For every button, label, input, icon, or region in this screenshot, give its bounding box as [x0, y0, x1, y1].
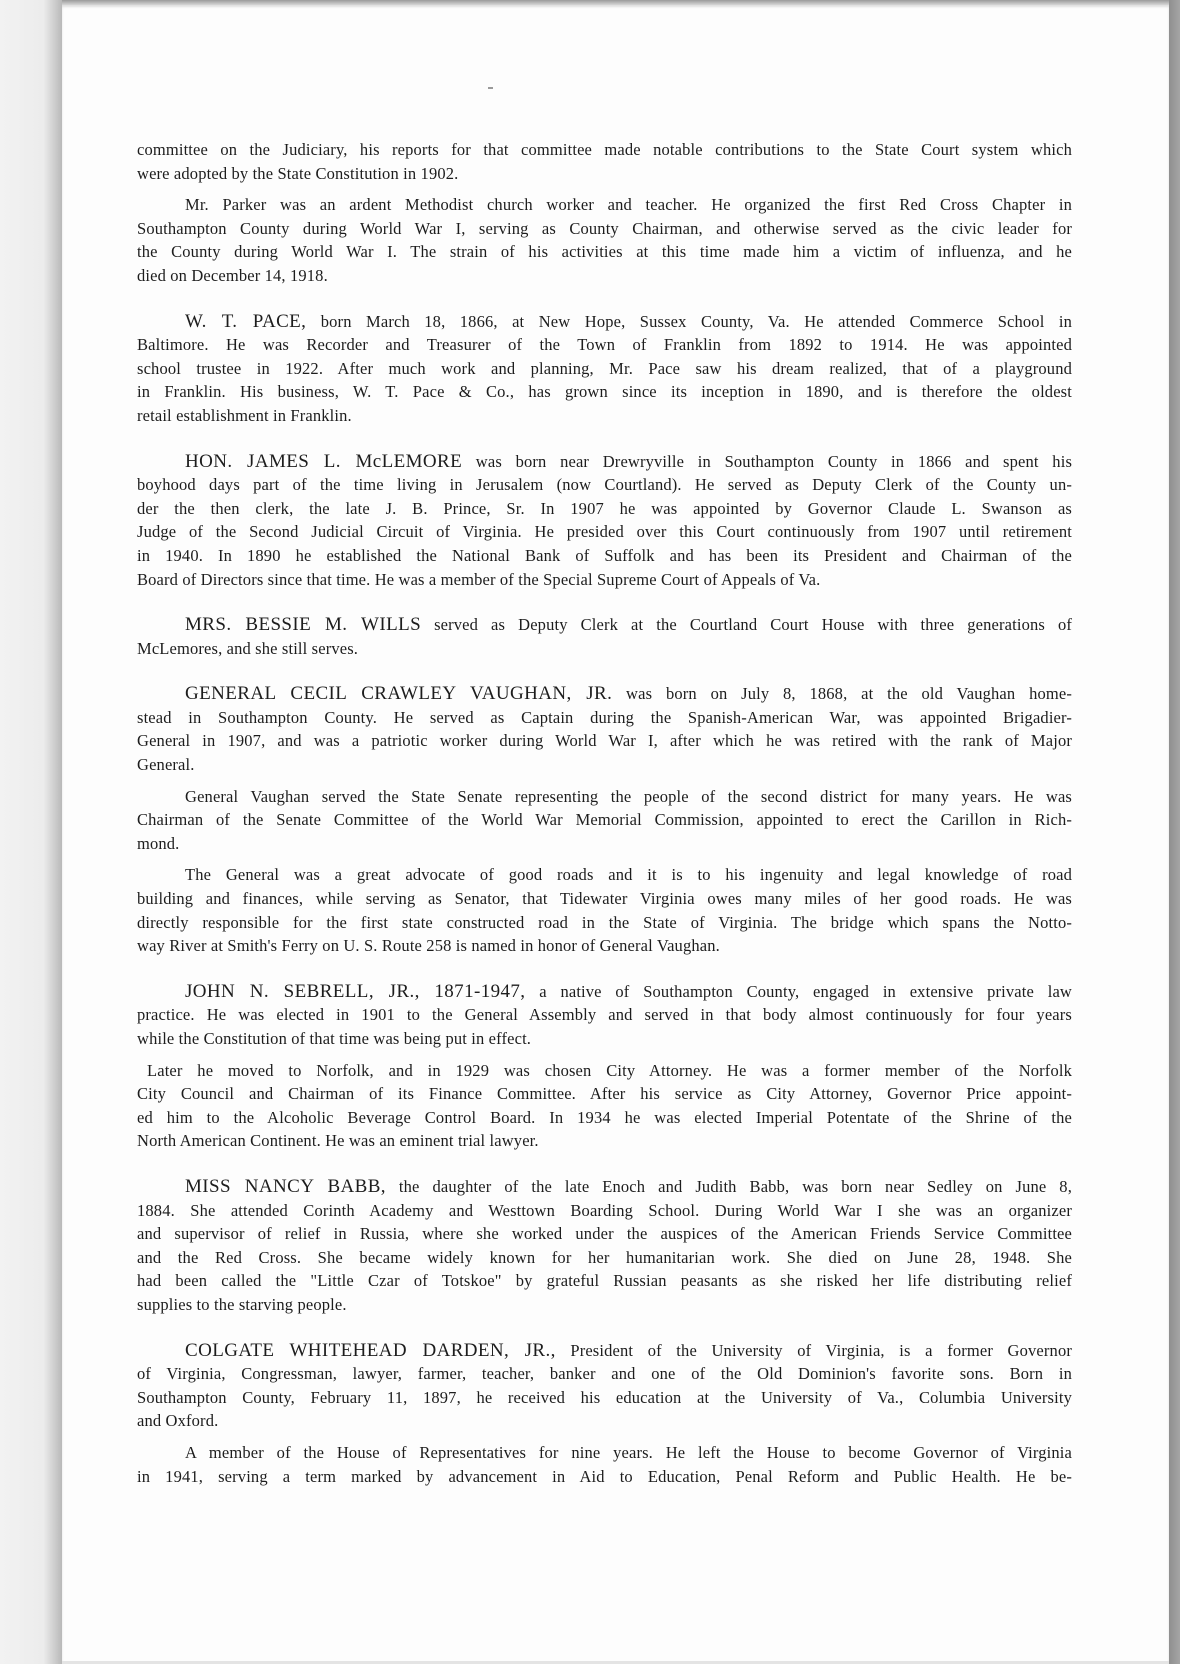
text-line: while the Constitution of that time was being put in effect. — [137, 1029, 532, 1048]
text-line: were adopted by the State Constitution in 1902. — [137, 163, 459, 183]
paragraph-pace — [137, 310, 1072, 428]
text-line — [137, 682, 1072, 706]
person-name: GENERAL CECIL CRAWLEY VAUGHAN, JR. — [185, 683, 613, 705]
text-line: in 1940. In 1890 he established the National Bank of Suffolk and has been its President and Chairman of the — [137, 545, 1072, 565]
text-line: A member of the House of Representatives for nine years. He left the House to become Governor of Virginia — [185, 1442, 1072, 1462]
text-line: way River at Smith's Ferry on U. S. Route 258 is named in honor of General Vaughan. — [137, 936, 720, 956]
text-line: ed him to the Alcoholic Beverage Control Board. In 1934 he was elected Imperial Potentate of the Shrine of the — [137, 1107, 1072, 1127]
text-line — [137, 450, 1072, 474]
text-line: McLemores, and she still serves. — [137, 638, 359, 658]
text-line: Southampton County, February 11, 1897, he received his education at the University of Va., Columbia University — [137, 1387, 1072, 1407]
text-line — [137, 980, 1072, 1004]
paragraph-darden — [137, 1339, 1072, 1433]
text-run: President of the University of Virginia, is a former Governor — [555, 1340, 1072, 1360]
text-line: and supervisor of relief in Russia, where she worked under the auspices of the American Friends Service Committee — [137, 1224, 1072, 1244]
text-line: had been called the "Little Czar of Totskoe" by grateful Russian peasants as she risked her life distributing relief — [137, 1271, 1072, 1291]
text-line: retail establishment in Franklin. — [137, 405, 352, 425]
text-line: stead in Southampton County. He served as Captain during the Spanish-American War, was appointed Brigadier- — [137, 707, 1072, 727]
paragraph-darden-house — [137, 1441, 1072, 1488]
text-line: in Franklin. His business, W. T. Pace & Co., has grown since its inception in 1890, and is therefore the oldest — [137, 382, 1072, 402]
text-line: mond. — [137, 833, 180, 853]
person-name: JOHN N. SEBRELL, JR., 1871-1947, — [185, 980, 526, 1002]
paragraph-judiciary-continuation — [137, 138, 1072, 185]
paragraph-sebrell-norfolk — [137, 1059, 1072, 1153]
text-run: born March 18, 1866, at New Hope, Sussex County, Va. He attended Commerce School in — [306, 311, 1072, 331]
scan-left-margin — [0, 0, 62, 1664]
paragraph-vaughan — [137, 682, 1072, 776]
text-line: and the Red Cross. She became widely known for her humanitarian work. She died on June 28, 1948. She — [137, 1247, 1072, 1267]
paragraph-wills — [137, 613, 1072, 660]
text-line: practice. He was elected in 1901 to the General Assembly and served in that body almost continuously for four years — [137, 1005, 1072, 1025]
person-name: MISS NANCY BABB, — [185, 1175, 386, 1197]
text-line — [137, 310, 1072, 334]
text-run: was born on July 8, 1868, at the old Vaughan home- — [612, 684, 1072, 704]
text-line: The General was a great advocate of good roads and it is to his ingenuity and legal knowledge of road — [185, 865, 1072, 885]
paragraph-parker — [137, 193, 1072, 287]
text-line: in 1941, serving a term marked by advancement in Aid to Education, Penal Reform and Public Health. He be- — [137, 1466, 1072, 1486]
text-line: directly responsible for the first state constructed road in the State of Virginia. The bridge which spans the Notto- — [137, 912, 1072, 932]
text-line: building and finances, while serving as Senator, that Tidewater Virginia owes many miles of her good roads. He was — [137, 889, 1072, 909]
text-line: committee on the Judiciary, his reports for that committee made notable contributions to the State Court system which — [137, 140, 1072, 159]
text-line: City Council and Chairman of its Finance Committee. After his service as City Attorney, Governor Price appoint- — [137, 1084, 1072, 1104]
text-line: Judge of the Second Judicial Circuit of Virginia. He presided over this Court continuously from 1907 until retirement — [137, 522, 1072, 542]
text-line: der the then clerk, the late J. B. Prince, Sr. In 1907 he was appointed by Governor Claude L. Swanson as — [137, 498, 1072, 518]
text-run: the daughter of the late Enoch and Judith Babb, was born near Sedley on June 8, — [385, 1176, 1072, 1196]
text-line: Baltimore. He was Recorder and Treasurer of the Town of Franklin from 1892 to 1914. He was appointed — [137, 335, 1072, 355]
paragraph-babb — [137, 1175, 1072, 1317]
person-name: HON. JAMES L. McLEMORE — [185, 450, 463, 472]
scan-speck — [488, 87, 493, 89]
paragraph-vaughan-senate — [137, 785, 1072, 856]
text-line: and Oxford. — [137, 1411, 219, 1431]
text-line: General in 1907, and was a patriotic worker during World War I, after which he was retired with the rank of Major — [137, 731, 1072, 751]
text-line: 1884. She attended Corinth Academy and Westtown Boarding School. During World War I she was an organizer — [137, 1200, 1072, 1220]
paragraph-sebrell — [137, 980, 1072, 1051]
text-line: Southampton County during World War I, serving as County Chairman, and otherwise served as the civic leader for — [137, 218, 1072, 238]
paragraph-mclemore — [137, 450, 1072, 592]
text-line: Later he moved to Norfolk, and in 1929 was chosen City Attorney. He was a former member of the Norfolk — [147, 1060, 1072, 1080]
text-line — [137, 613, 1072, 637]
document-body — [137, 138, 1072, 1488]
text-line: school trustee in 1922. After much work and planning, Mr. Pace saw his dream realized, that of a playground — [137, 358, 1072, 378]
text-line: of Virginia, Congressman, lawyer, farmer, teacher, banker and one of the Old Dominion's favorite sons. Born in — [137, 1364, 1072, 1384]
scan-right-margin — [1169, 0, 1180, 1664]
text-run: a native of Southampton County, engaged in extensive private law — [525, 981, 1073, 1001]
text-line: boyhood days part of the time living in Jerusalem (now Courtland). He served as Deputy Clerk of the County un- — [137, 475, 1072, 495]
text-line — [137, 1175, 1072, 1199]
text-line: the County during World War I. The strain of his activities at this time made him a victim of influenza, and he — [137, 242, 1072, 262]
text-run: was born near Drewryville in Southampton County in 1866 and spent his — [462, 451, 1073, 471]
person-name: W. T. PACE, — [185, 310, 307, 332]
text-line: General Vaughan served the State Senate representing the people of the second district for many years. He was — [185, 786, 1072, 806]
text-line: Board of Directors since that time. He was a member of the Special Supreme Court of Appeals of Va. — [137, 569, 821, 589]
text-line — [137, 1339, 1072, 1363]
person-name: MRS. BESSIE M. WILLS — [185, 614, 422, 636]
text-line: Mr. Parker was an ardent Methodist church worker and teacher. He organized the first Red Cross Chapter in — [185, 195, 1072, 215]
text-line: General. — [137, 755, 195, 775]
person-name: COLGATE WHITEHEAD DARDEN, JR., — [185, 1339, 556, 1361]
text-line: supplies to the starving people. — [137, 1294, 347, 1314]
paragraph-vaughan-roads — [137, 863, 1072, 957]
text-line: Chairman of the Senate Committee of the World War Memorial Commission, appointed to erect the Carillon in Rich- — [137, 810, 1072, 830]
text-run: served as Deputy Clerk at the Courtland Court House with three generations of — [421, 615, 1072, 635]
text-line: died on December 14, 1918. — [137, 265, 328, 285]
text-line: North American Continent. He was an eminent trial lawyer. — [137, 1131, 539, 1151]
